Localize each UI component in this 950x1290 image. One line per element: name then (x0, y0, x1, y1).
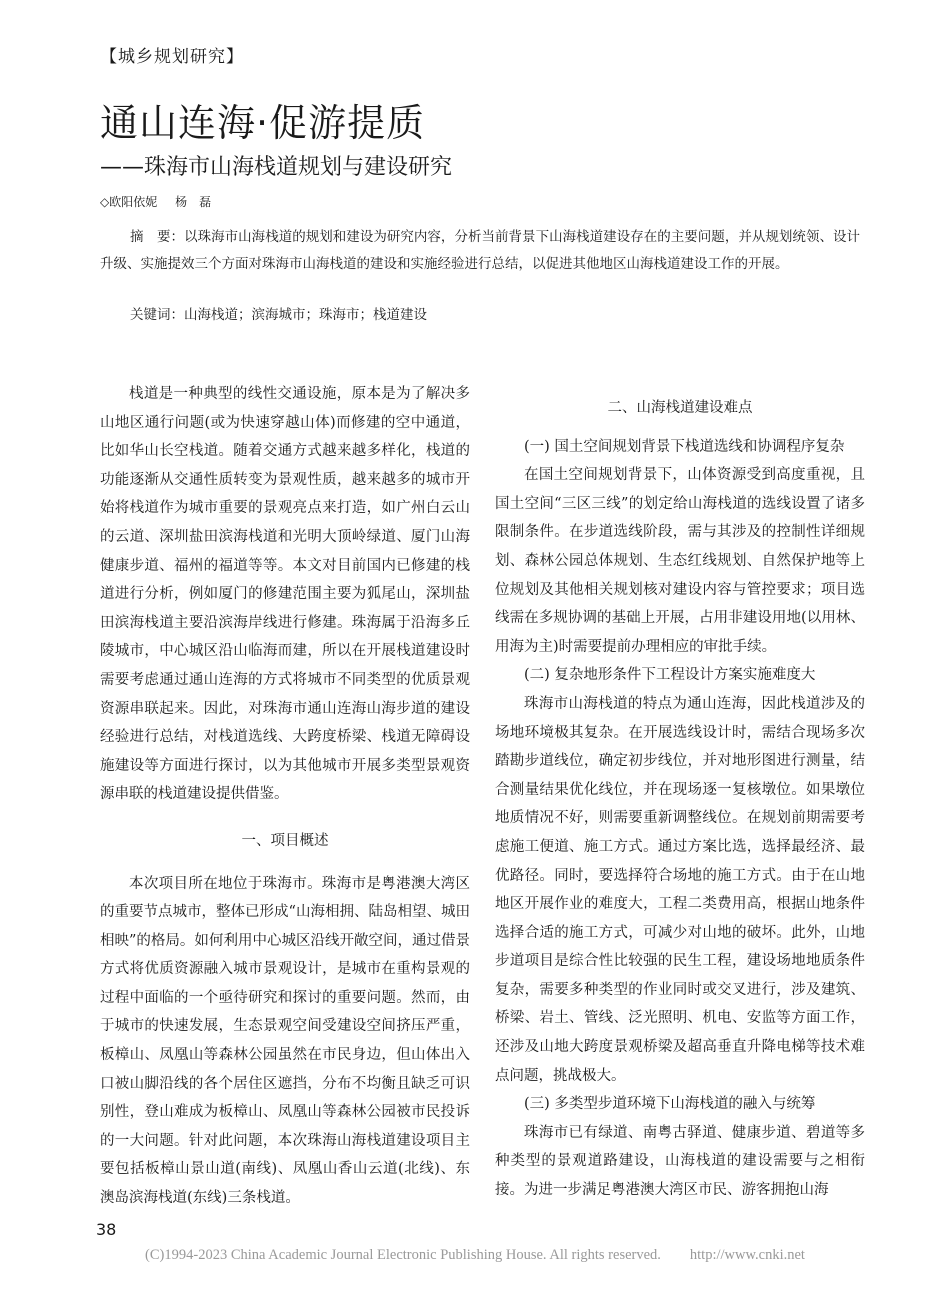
section-1-heading: 一、项目概述 (241, 832, 329, 849)
intro-paragraph: 栈道是一种典型的线性交通设施，原本是为了解决多山地区通行问题(或为快速穿越山体)而修建的空中通道，比如华山长空栈道。随着交通方式越来越多样化，栈道的功能逐渐从交通性质转变为景观性质，越来越多的城市开始将栈道作为城市重要的景观亮点来打造，如广州白云山的云道、深圳盐田滨海栈道和光明大顶岭绿道、厦门山海健康步道、福州的福道等等。本文对目前国内已修建的栈道进行分析，例如厦门的修建范围主要为狐尾山，深圳盐田滨海栈道主要沿滨海岸线进行修建。珠海属于沿海多丘陵城市，中心城区沿山临海而建，所以在开展栈道建设时需要考虑通过通山连海的方式将城市不同类型的优质景观资源串联起来。因此，对珠海市通山连海山海步道的建设经验进行总结，对栈道选线、大跨度桥梁、栈道无障碍设施建设等方面进行探讨，以为其他城市开展多类型景观资源串联的栈道建设提供借鉴。 (100, 386, 470, 803)
subsection-3-heading: (三) 多类型步道环境下山海栈道的融入与统筹 (524, 1096, 816, 1113)
right-column (495, 380, 865, 1205)
page-number: 38 (96, 1220, 117, 1239)
subsection-2-paragraph: 珠海市山海栈道的特点为通山连海，因此栈道涉及的场地环境极其复杂。在开展选线设计时，需结合现场多次踏勘步道线位，确定初步线位，并对地形图进行测量，结合测量结果优化线位，并在现场逐一复核墩位。如果墩位地质情况不好，则需要重新调整线位。在规划前期需要考虑施工便道、施工方式。通过方案比选，选择最经济、最优路径。同时，要选择符合场地的施工方式。由于在山地地区开展作业的难度大，工程二类费用高，根据山地条件选择合适的施工方式，可减少对山地的破坏。此外，山地步道项目是综合性比较强的民生工程，建设场地地质条件复杂，需要多种类型的作业同时或交叉进行，涉及建筑、桥梁、岩土、管线、泛光照明、机电、安监等方面工作，还涉及山地大跨度景观桥梁及超高垂直升降电梯等技术难点问题，挑战极大。 (495, 695, 865, 1084)
author-2: 杨 磊 (175, 195, 212, 209)
author-1: ◇欧阳依妮 (100, 195, 158, 209)
subsection-3-paragraph: 珠海市已有绿道、南粤古驿道、健康步道、碧道等多种类型的景观道路建设，山海栈道的建设需要与之相衔接。为进一步满足粤港澳大湾区市民、游客拥抱山海 (495, 1124, 865, 1199)
article-title: 通山连海·促游提质 (100, 101, 426, 145)
keywords: 关键词：山海栈道；滨海城市；珠海市；栈道建设 (130, 307, 427, 323)
subsection-1-paragraph: 在国土空间规划背景下，山体资源受到高度重视，且国土空间“三区三线”的划定给山海栈道的选线设置了诸多限制条件。在步道选线阶段，需与其涉及的控制性详细规划、森林公园总体规划、生态红线规划、自然保护地等上位规划及其他相关规划核对建设内容与管控要求；项目选线需在多规协调的基础上开展，占用非建设用地(以用林、用海为主)时需要提前办理相应的审批手续。 (495, 467, 865, 655)
section-2-heading: 二、山海栈道建设难点 (607, 400, 753, 416)
abstract: 摘 要：以珠海市山海栈道的规划和建设为研究内容，分析当前背景下山海栈道建设存在的主要问题，并从规划统领、设计升级、实施提效三个方面对珠海市山海栈道的建设和实施经验进行总结，以促进其他地区山海栈道建设工作的开展。 (100, 229, 860, 272)
left-column (100, 380, 470, 1213)
copyright-footer: (C)1994-2023 China Academic Journal Electronic Publishing House. All rights reserved. http://www.cnki.net (145, 1247, 805, 1263)
authors (100, 193, 225, 210)
section-1-paragraph: 本次项目所在地位于珠海市。珠海市是粤港澳大湾区的重要节点城市，整体已形成“山海相拥、陆岛相望、城田相映”的格局。如何利用中心城区沿线开敞空间，通过借景方式将优质资源融入城市景观设计，是城市在重构景观的过程中面临的一个亟待研究和探讨的重要问题。然而，由于城市的快速发展，生态景观空间受建设空间挤压严重，板樟山、凤凰山等森林公园虽然在市民身边，但山体出入口被山脚沿线的各个居住区遮挡，分布不均衡且缺乏可识别性，登山难成为板樟山、凤凰山等森林公园被市民投诉的一大问题。针对此问题，本次珠海山海栈道建设项目主要包括板樟山景山道(南线)、凤凰山香山云道(北线)、东澳岛滨海栈道(东线)三条栈道。 (100, 875, 470, 1207)
article-subtitle: ——珠海市山海栈道规划与建设研究 (100, 155, 453, 180)
section-tag: 【城乡规划研究】 (100, 47, 244, 67)
subsection-2-heading: (二) 复杂地形条件下工程设计方案实施难度大 (524, 667, 816, 684)
subsection-1-heading: (一) 国土空间规划背景下栈道选线和协调程序复杂 (524, 438, 845, 455)
